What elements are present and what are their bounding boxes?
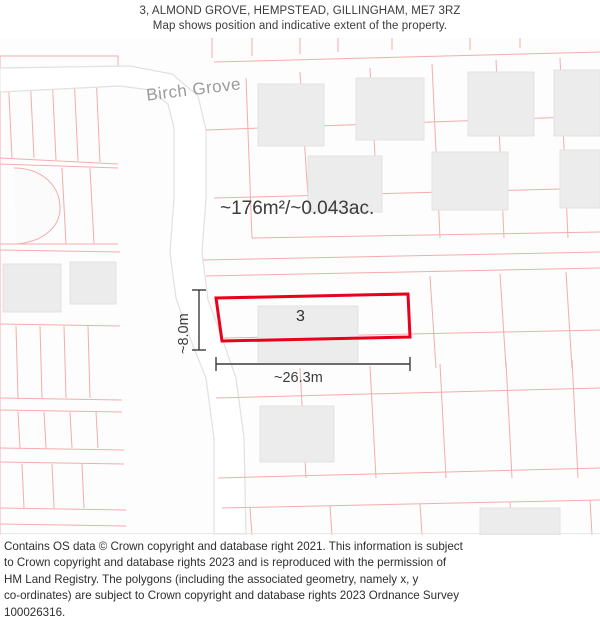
footer-divider — [0, 533, 600, 534]
copyright-footer — [0, 535, 600, 625]
footer-line-1: Contains OS data © Crown copyright and database right 2021. This information is subject — [4, 540, 463, 553]
map-header — [0, 0, 600, 40]
area-label: ~176m²/~0.043ac. — [220, 198, 375, 219]
dimension-height-label: ~8.0m — [176, 313, 192, 354]
footer-line-2: to Crown copyright and database rights 2023 and is reproduced with the permission of — [4, 556, 447, 570]
footer-line-4: co-ordinates) are subject to Crown copyright and database rights 2023 Ordnance Survey — [4, 589, 459, 603]
footer-line-5: 100026316. — [4, 605, 66, 619]
map-vector-layer — [0, 38, 600, 535]
street-label-birch-grove: Birch Grove — [145, 74, 242, 105]
dimension-width-label: ~26.3m — [274, 370, 323, 386]
plot-number-label: 3 — [296, 308, 305, 325]
footer-line-3: HM Land Registry. The polygons (including the associated geometry, namely x, y — [4, 572, 419, 586]
page-title: 3, ALMOND GROVE, HEMPSTEAD, GILLINGHAM, ME7 3RZ — [139, 5, 461, 17]
page-subtitle: Map shows position and indicative extent of the property. — [152, 20, 448, 32]
map-canvas[interactable] — [0, 38, 600, 535]
